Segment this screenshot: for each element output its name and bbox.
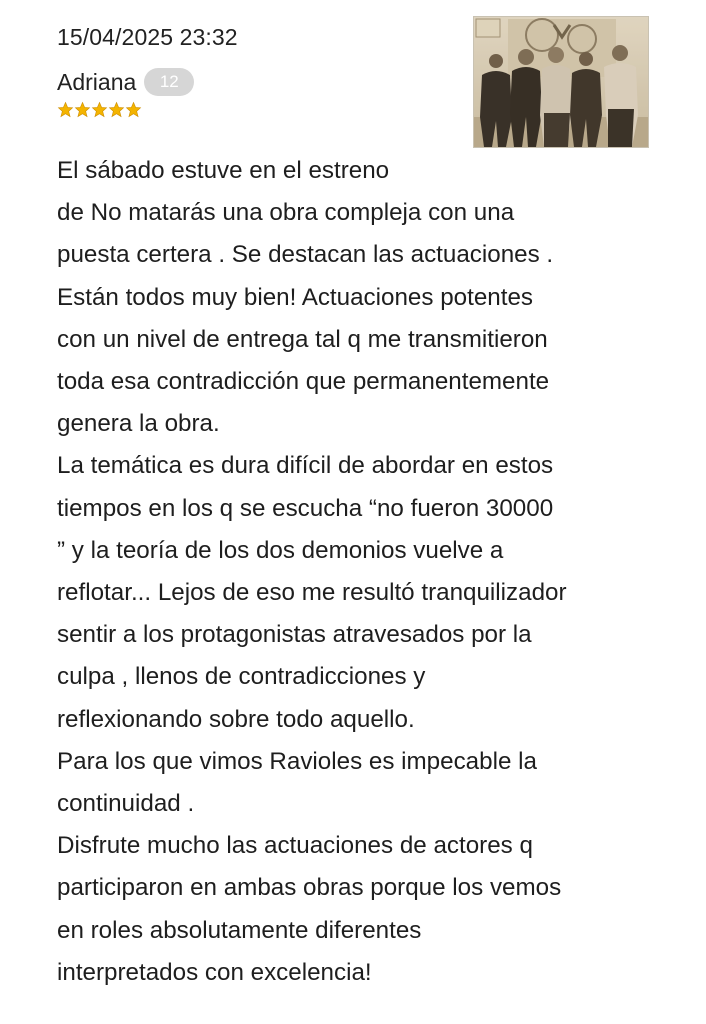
review-body — [57, 150, 657, 994]
review-date: 15/04/2025 23:32 — [57, 24, 238, 50]
star-icon — [125, 101, 142, 118]
star-rating — [57, 101, 142, 118]
group-photo-image — [474, 17, 649, 148]
review-line: Disfrute mucho las actuaciones de actores q — [57, 832, 533, 860]
star-icon — [91, 101, 108, 118]
review-line: participaron en ambas obras porque los vemos — [57, 874, 562, 902]
review-line: culpa , llenos de contradicciones y — [57, 663, 426, 691]
star-icon — [108, 101, 125, 118]
review-line: Para los que vimos Ravioles es impecable la — [57, 747, 537, 775]
review-line: sentir a los protagonistas atravesados por la — [57, 621, 532, 649]
play-photo[interactable] — [473, 16, 649, 148]
review-line: interpretados con excelencia! — [57, 958, 372, 986]
review-line: de No matarás una obra compleja con una — [57, 199, 515, 227]
review-line: genera la obra. — [57, 410, 220, 438]
review-line: puesta certera . Se destacan las actuaciones . — [57, 241, 554, 269]
review-line: tiempos en los q se escucha “no fueron 30000 — [57, 494, 554, 522]
review-count-badge: 12 — [144, 68, 194, 96]
review-line: continuidad . — [57, 790, 195, 818]
review-line: La temática es dura difícil de abordar en estos — [57, 452, 554, 480]
review-line: reflotar... Lejos de eso me resultó tranquilizador — [57, 579, 567, 607]
review-line: ” y la teoría de los dos demonios vuelve a — [57, 536, 504, 564]
review-line: en roles absolutamente diferentes — [57, 916, 422, 944]
review-line: con un nivel de entrega tal q me transmitieron — [57, 325, 548, 353]
review-line: Están todos muy bien! Actuaciones potentes — [57, 283, 533, 311]
review-line: reflexionando sobre todo aquello. — [57, 705, 415, 733]
star-icon — [74, 101, 91, 118]
star-icon — [57, 101, 74, 118]
review-line: toda esa contradicción que permanentemente — [57, 368, 550, 396]
author-row — [57, 66, 194, 98]
review-line: El sábado estuve en el estreno — [57, 157, 390, 184]
author-name[interactable]: Adriana — [57, 68, 137, 95]
